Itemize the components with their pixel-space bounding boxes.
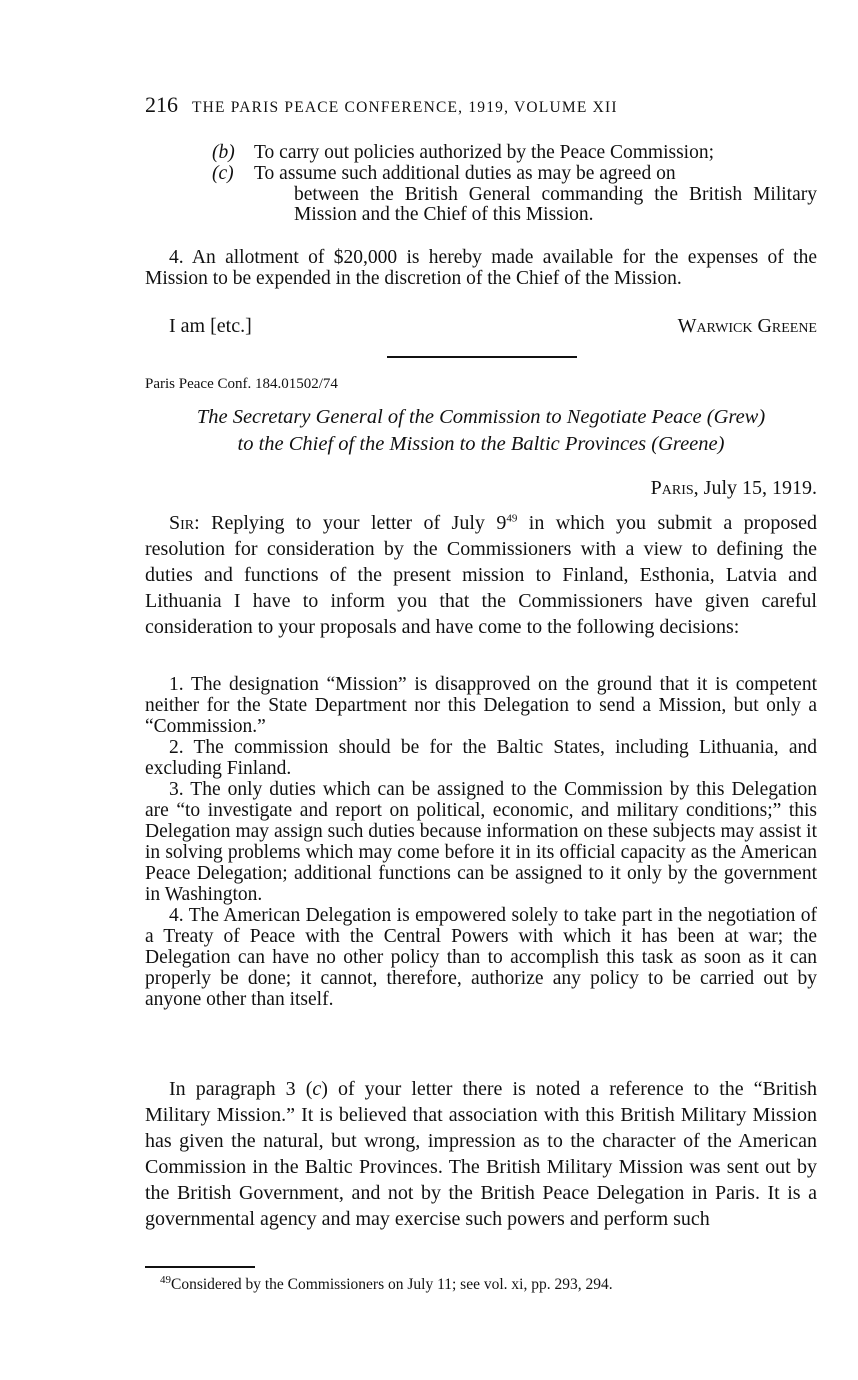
letter-intro [145, 510, 817, 640]
final-text-b: ) of your letter there is noted a reference to the “British Military Mission.” It is believed that association with this British Military Mission has given the natural, but wrong, impression as to the character of the American Commission in the Baltic Provinces. The British Military Mission was sent out by the British Government, and not by the British Peace Delegation in Paris. It is a governmental agency and may exercise such powers and perform such [145, 1078, 817, 1230]
footnote-ref: 49 [506, 512, 518, 525]
section-divider [387, 356, 577, 358]
title-line-1: The Secretary General of the Commission to Negotiate Peace (Grew) [196, 406, 766, 428]
file-number: Paris Peace Conf. 184.01502/74 [145, 376, 338, 392]
list-text-cont: between the British General commanding the British Military Mission and the Chief of this Mission. [294, 183, 817, 225]
footnote-marker: 49 [160, 1273, 171, 1286]
list-item-b [212, 143, 817, 164]
signature: Warwick Greene [677, 315, 817, 337]
document-title [145, 404, 817, 458]
list-label: (b) [212, 142, 235, 163]
date: July 15, 1919. [703, 477, 817, 499]
intro-text-b: in which you submit a proposed resolution for consideration by the Commissioners with a view to defining the duties and functions of the present mission to Finland, Esthonia, Latvia and Lithuania I have to inform you that the Commissioners have given careful consideration to your proposals and have come to the following decisions: [145, 512, 817, 638]
decisions-list [145, 674, 817, 1010]
list-text: To carry out policies authorized by the Peace Commission; [254, 142, 715, 163]
running-title: THE PARIS PEACE CONFERENCE, 1919, VOLUME XII [192, 99, 618, 116]
list-text-first: To assume such additional duties as may be agreed on [254, 163, 676, 184]
closing-block [145, 313, 817, 339]
decision-item: 1. The designation “Mission” is disapproved on the ground that it is competent neither for the State Department nor this Delegation to send a Mission, but only a “Commission.” [145, 674, 817, 737]
list-item-c [212, 164, 817, 226]
decision-item: 3. The only duties which can be assigned to the Commission by this Delegation are “to investigate and report on political, economic, and military conditions;” this Delegation may assign such duties because information on these subjects may assist it in solving problems which may come before it in its official capacity as the American Peace Delegation; additional functions can be assigned to it only by the government in Washington. [145, 779, 817, 905]
paragraph-allotment: 4. An allotment of $20,000 is hereby made available for the expenses of the Mission to be expended in the discretion of the Chief of the Mission. [145, 247, 817, 289]
list-text [254, 164, 817, 226]
closing-text: I am [etc.] [169, 315, 252, 337]
intro-text-a: : Replying to your letter of July 9 [194, 512, 507, 534]
page-header [145, 92, 817, 118]
final-text-a: In paragraph 3 ( [169, 1078, 313, 1100]
title-line-2: to the Chief of the Mission to the Baltic Provinces (Greene) [237, 433, 725, 455]
final-letter: c [312, 1078, 322, 1100]
dateline [145, 475, 817, 501]
footnote-text: Considered by the Commissioners on July 11; see vol. xi, pp. 293, 294. [171, 1276, 613, 1293]
list-label: (c) [212, 163, 234, 184]
decision-item: 2. The commission should be for the Baltic States, including Lithuania, and excluding Finland. [145, 737, 817, 779]
footnote [160, 1273, 613, 1294]
final-paragraph [145, 1076, 817, 1232]
page-number: 216 [145, 92, 178, 117]
decision-item: 4. The American Delegation is empowered solely to take part in the negotiation of a Treaty of Peace with the Central Powers with which it has been at war; the Delegation can have no other policy than to accomplish this task as soon as it can properly be done; it cannot, therefore, authorize any policy to be carried out by anyone other than itself. [145, 905, 817, 1010]
place: Paris, [650, 477, 699, 499]
footnote-divider [145, 1266, 255, 1268]
salutation: Sir [169, 512, 195, 534]
